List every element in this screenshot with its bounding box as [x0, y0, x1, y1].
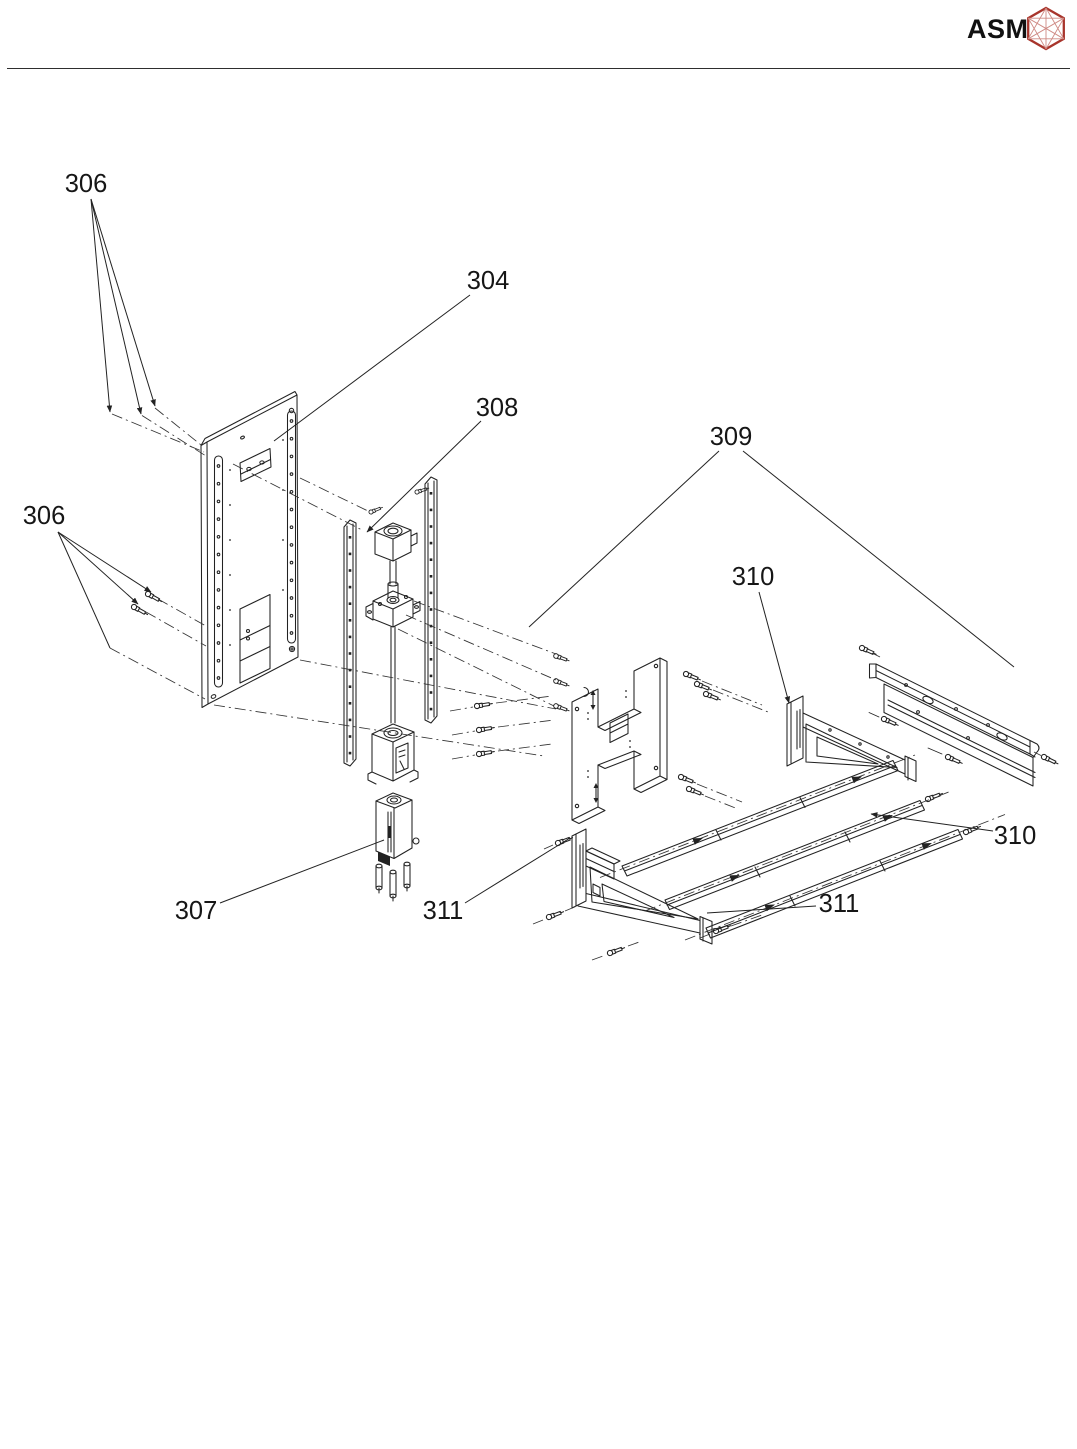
rail-screw: [414, 486, 429, 494]
leader-line-309: [529, 451, 719, 627]
leader-line-306-left: [58, 532, 110, 648]
part-label-307: 307: [174, 897, 218, 925]
leader-line-306-top: [91, 199, 141, 414]
motor-mount-block: [368, 724, 418, 784]
exploded-view-drawing: [110, 392, 1059, 961]
plate-top-bracket: [240, 449, 271, 482]
plate-bottom-window: [240, 595, 270, 684]
main-plate-304: [201, 392, 298, 708]
page-header: [7, 8, 1070, 69]
leader-line-311-lower-left: [465, 838, 570, 903]
guide-rail-right: [414, 477, 437, 723]
h-plate-309: [572, 658, 768, 824]
leader-line-310-right: [871, 814, 993, 831]
cross-rail-a: [600, 755, 915, 878]
part-label-309: 309: [709, 423, 753, 451]
plate-slot-holes-left: [217, 465, 220, 680]
part-label-306-left: 306: [22, 502, 66, 530]
gusset-bracket-upper-310: [787, 645, 963, 782]
leader-line-309: [743, 451, 1014, 667]
h-plate-screws-left: [450, 653, 570, 759]
leader-line-307: [220, 840, 384, 903]
part-label-311-lower-left: 311: [422, 897, 464, 925]
part-label-304: 304: [466, 267, 510, 295]
motor-screws: [376, 862, 410, 901]
leader-line-306-left: [58, 532, 138, 604]
part-labels-layer: [23, 170, 1037, 925]
h-plate-screws-right: [678, 671, 768, 809]
mount-screws-left: [110, 590, 206, 699]
h-plate-face-marks: [575, 664, 657, 807]
part-label-311-right: 311: [818, 890, 860, 918]
plate-slot-holes-right: [290, 420, 293, 635]
gusset-bracket-lower-311: [533, 829, 762, 960]
leader-line-308: [367, 421, 481, 532]
part-label-306-top: 306: [64, 170, 108, 198]
bearing-flange: [366, 591, 420, 627]
part-label-310-right: 310: [993, 822, 1037, 850]
part-label-308: 308: [475, 394, 519, 422]
motor: [376, 793, 419, 866]
nut-block: [375, 523, 417, 561]
leader-line-310-upper: [759, 592, 789, 703]
guide-rail-left: [344, 520, 356, 766]
asm-logo-icon: [1028, 8, 1064, 49]
leader-line-304: [274, 295, 470, 441]
part-label-310-upper: 310: [731, 563, 775, 591]
plate-face-dots: [229, 439, 284, 646]
centerlines-top-left: [112, 408, 206, 456]
brand-text: ASM: [967, 14, 1029, 44]
